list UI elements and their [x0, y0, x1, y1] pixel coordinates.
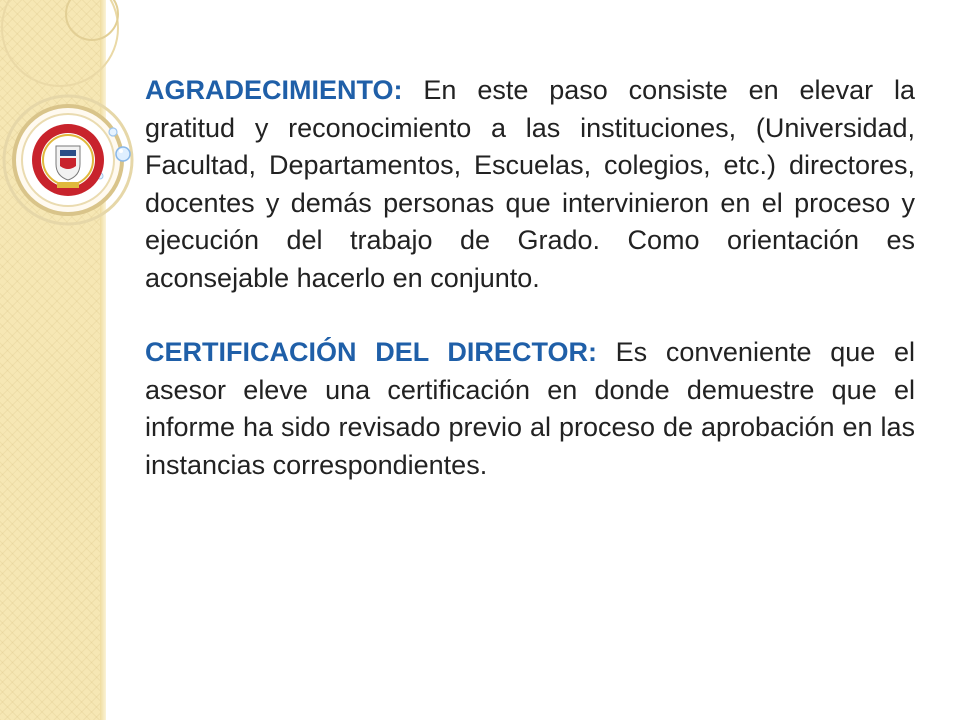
certificacion-paragraph: [145, 334, 915, 484]
agradecimiento-text: En este paso consiste en elevar la gratitud y reconocimiento a las instituciones, (Universidad, Facultad, Departamentos, Escuelas, colegios, etc.) directores, docentes y demás personas que intervinieron en el proceso y ejecución del trabajo de Grado. Como orientación es aconsejable hacerlo en conjunto.: [145, 75, 915, 293]
slide-content: [145, 72, 915, 521]
certificacion-heading: CERTIFICACIÓN DEL DIRECTOR:: [145, 337, 597, 367]
decorative-circles: [0, 0, 160, 260]
university-crest-icon: [32, 124, 104, 196]
certificacion-text: Es conveniente que el asesor eleve una certificación en donde demuestre que el informe ha sido revisado previo al proceso de aprobación en las instancias correspondientes.: [145, 337, 915, 480]
agradecimiento-heading: AGRADECIMIENTO:: [145, 75, 403, 105]
agradecimiento-paragraph: [145, 72, 915, 297]
